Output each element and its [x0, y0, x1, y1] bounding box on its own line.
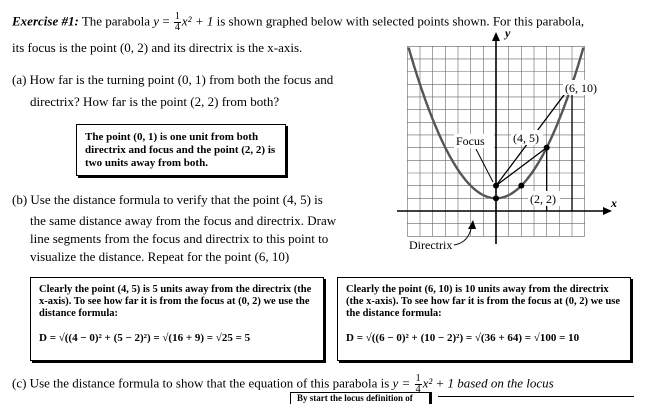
x-axis-label: x: [611, 196, 617, 210]
intro-text-1: The parabola: [81, 13, 151, 29]
part-a-line1: (a) How far is the turning point (0, 1) from both the focus and: [12, 72, 334, 87]
point-vertex: [493, 195, 499, 201]
point-focus: [493, 183, 499, 189]
answer-4-5-formula: D = √((4 − 0)² + (5 − 2)²) = √(16 + 9) = √25 = 5: [39, 332, 251, 344]
intro-eq-y: y: [153, 13, 160, 29]
part-b-line4: visualize the distance. Repeat for the point (6, 10): [30, 249, 290, 264]
label-point-6-10: (6, 10): [565, 81, 597, 95]
intro-eq-fraction: $\frac{1}{4}$: [174, 11, 180, 33]
answer-box-4-5: [30, 277, 324, 361]
part-c-eq-rest: x² + 1 based on the locus: [422, 375, 554, 391]
y-axis-label: y: [505, 26, 511, 40]
part-c-cut-box: By start the locus definition of: [290, 392, 430, 404]
directrix-label: Directrix: [409, 238, 453, 252]
point-2-2: [518, 183, 524, 189]
answer-6-10-formula: D = √((6 − 0)² + (10 − 2)²) = √(36 + 64) = √100 = 10: [346, 332, 580, 344]
part-b-line1: (b) Use the distance formula to verify that the point (4, 5) is: [12, 192, 323, 207]
intro-eq-equals: =: [162, 13, 170, 29]
part-c-line: [12, 374, 554, 395]
part-b-line3: line segments from the focus and directrix to this point to: [30, 231, 329, 246]
intro-text-2: is shown graphed below with selected points shown. For this parabola,: [216, 13, 585, 29]
part-c-blank-line: [438, 396, 634, 397]
part-c-text: (c) Use the distance formula to show that the equation of this parabola is: [12, 375, 390, 391]
part-c-eq-fraction: $\frac{1}{4}$: [415, 373, 421, 395]
exercise-intro-line2: its focus is the point (0, 2) and its directrix is the x-axis.: [12, 40, 303, 55]
part-b-line2: the same distance away from the focus and directrix. Draw: [30, 213, 337, 228]
part-a-answer-box: The point (0, 1) is one unit from both directrix and focus and the point (2, 2) is two units away from both.: [76, 124, 286, 176]
answer-box-6-10: [337, 277, 631, 361]
answer-4-5-text: Clearly the point (4, 5) is 5 units away from the directrix (the x-axis). To see how far it is from the focus at (0, 2) we use the distance formula:: [39, 284, 312, 319]
answer-6-10-text: Clearly the point (6, 10) is 10 units away from the directrix (the x-axis). To see how far it is from the focus at (0, 2) we use the distance formula:: [346, 284, 621, 319]
part-c-eq-y: y =: [392, 375, 411, 391]
exercise-label: Exercise #1:: [12, 13, 79, 29]
label-point-2-2: (2, 2): [530, 192, 556, 206]
point-4-5: [544, 145, 550, 151]
part-a-line2: directrix? How far is the point (2, 2) from both?: [30, 94, 280, 109]
parabola-graph: [395, 25, 625, 260]
label-point-4-5: (4, 5): [513, 131, 539, 145]
focus-label: Focus: [456, 134, 485, 148]
intro-eq-rest: x² + 1: [181, 13, 214, 29]
